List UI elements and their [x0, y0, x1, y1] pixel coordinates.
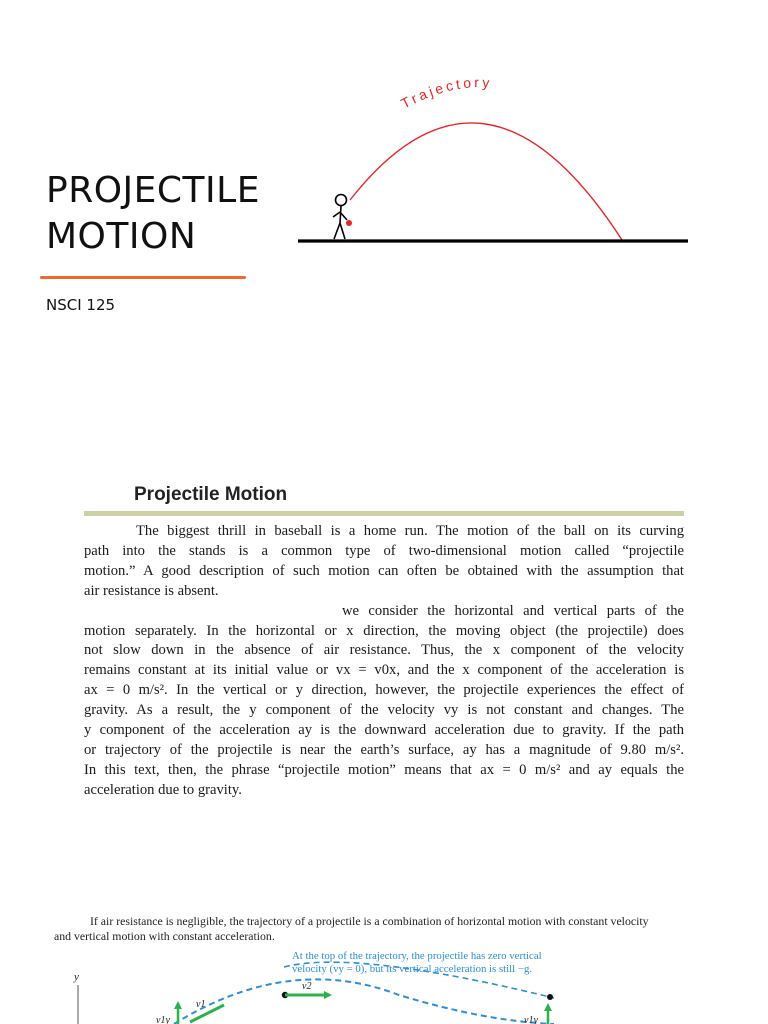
trajectory-label: Trajectory — [398, 74, 493, 112]
figure-callout-line2: velocity (vy = 0), but its vertical acceleration is still −g. — [292, 963, 533, 975]
excerpt-line: The biggest thrill in baseball is a home run. The motion of the ball on its curving — [136, 523, 684, 539]
excerpt-line: motion separately. In the horizontal or x direction, the moving object (the projectile) does — [84, 622, 684, 639]
excerpt-line: In this text, then, the phrase “projectile motion” means that ax = 0 m/s² and ay equals the — [84, 761, 684, 778]
excerpt-line: y component of the acceleration ay is the downward acceleration due to gravity. If the path — [84, 722, 684, 739]
figure-caption — [54, 914, 704, 944]
title-underline — [40, 276, 246, 279]
excerpt-heading: Projectile Motion — [134, 484, 288, 505]
trajectory-arc — [350, 123, 622, 240]
projectile-figure — [54, 945, 754, 1024]
excerpt-line: air resistance is absent. — [84, 582, 219, 599]
excerpt-line: remains constant at its initial value or vx = v0x, and the x component of the acceleration is — [84, 662, 684, 679]
slide-title-line1: PROJECTILE — [46, 170, 260, 211]
excerpt-body — [84, 522, 684, 801]
v2-label: v2 — [302, 981, 312, 992]
slide-title — [46, 168, 306, 260]
figure-axis-label: y — [74, 971, 79, 983]
slide-title-line2: MOTION — [46, 216, 197, 257]
excerpt-line: path into the stands is a common type of two-dimensional motion called “projectile — [84, 542, 684, 559]
figure-caption-line1: If air resistance is negligible, the trajectory of a projectile is a combination of horizontal motion with constant velocity — [90, 914, 649, 928]
v1y-right-label: v1y — [524, 1015, 538, 1024]
textbook-excerpt — [84, 480, 684, 801]
excerpt-line: we consider the horizontal and vertical parts of the — [342, 602, 684, 619]
figure-trajectory — [174, 979, 554, 1024]
excerpt-line: acceleration due to gravity. — [84, 781, 242, 798]
excerpt-line: ax = 0 m/s². In the vertical or y direction, however, the projectile experiences the effect of — [84, 682, 684, 699]
v1y-label: v1y — [156, 1015, 170, 1024]
excerpt-line: gravity. As a result, the y component of the velocity vy is not constant and changes. The — [84, 702, 684, 719]
v1y-right-arrowhead-icon — [544, 1003, 552, 1011]
ball-icon — [346, 220, 352, 226]
slide-subtitle: NSCI 125 — [46, 296, 116, 314]
v2-arrowhead-icon — [324, 991, 332, 999]
stick-figure-icon — [333, 195, 347, 240]
trajectory-illustration — [290, 60, 700, 260]
figure-callout-line1: At the top of the trajectory, the projectile has zero vertical — [292, 950, 542, 962]
excerpt-line: not slow down in the absence of air resistance. Thus, the x component of the velocity — [84, 642, 684, 659]
excerpt-line: motion.” A good description of such motion can often be obtained with the assumption that — [84, 562, 684, 579]
excerpt-line: or trajectory of the projectile is near the earth’s surface, ay has a magnitude of 9.80 m/s². — [84, 741, 684, 758]
figure-right-point — [547, 994, 553, 1000]
excerpt-heading-bar — [84, 511, 684, 516]
v1y-arrowhead-icon — [174, 1001, 182, 1009]
figure-caption-line2: and vertical motion with constant acceleration. — [54, 929, 275, 943]
v1-label: v1 — [196, 999, 206, 1010]
